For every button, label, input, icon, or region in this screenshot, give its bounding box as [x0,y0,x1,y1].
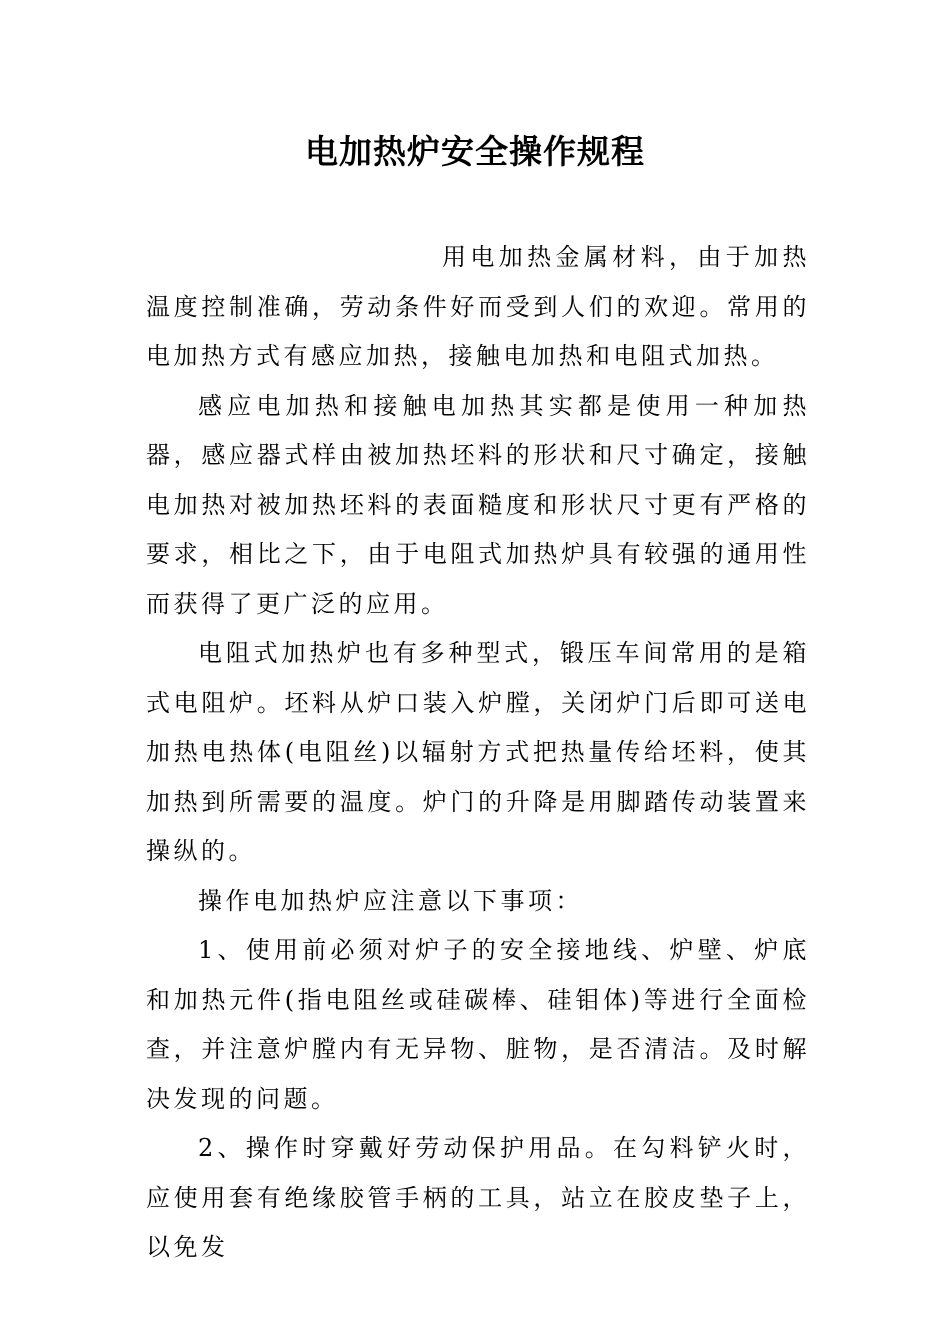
paragraph-heating-methods: 感应电加热和接触电加热其实都是使用一种加热器，感应器式样由被加热坯料的形状和尺寸确定，接触电加热对被加热坯料的表面糙度和形状尺寸更有严格的要求，相比之下，由于电阻式加热炉具有较强的通用性而获得了更广泛的应用。 [146,391,810,618]
paragraph-resistance-furnace: 电阻式加热炉也有多种型式，锻压车间常用的是箱式电阻炉。坯料从炉口装入炉膛，关闭炉门后即可送电加热电热体(电阻丝)以辐射方式把热量传给坯料，使其加热到所需要的温度。炉门的升降是用脚踏传动装置来操纵的。 [146,639,810,865]
paragraph-item-1: 1、使用前必须对炉子的安全接地线、炉壁、炉底和加热元件(指电阻丝或硅碳棒、硅钼体)等进行全面检查，并注意炉膛内有无异物、脏物，是否清洁。及时解决发现的问题。 [146,936,810,1113]
paragraph-item-2: 2、操作时穿戴好劳动保护用品。在勾料铲火时，应使用套有绝缘胶管手柄的工具，站立在胶皮垫子上，以免发 [146,1134,810,1261]
document-title: 电加热炉安全操作规程 [305,132,645,171]
paragraph-notes-heading: 操作电加热炉应注意以下事项： [198,886,583,915]
paragraph-intro: 用电加热金属材料，由于加热温度控制准确，劳动条件好而受到人们的欢迎。常用的电加热方式有感应加热，接触电加热和电阻式加热。 [146,243,810,370]
document-body [146,233,810,1273]
